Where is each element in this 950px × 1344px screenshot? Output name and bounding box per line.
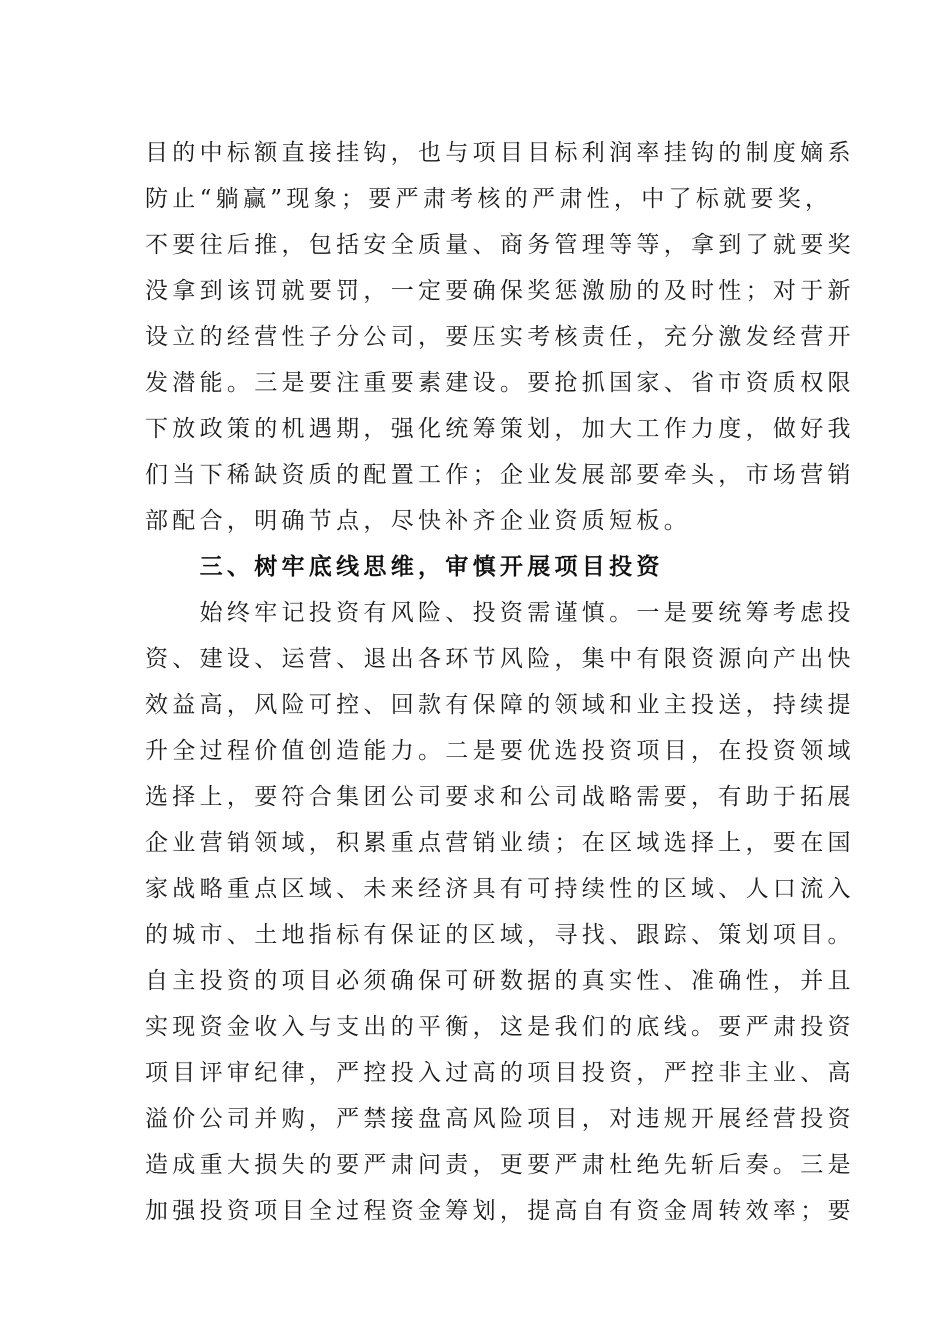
text-line: 升全过程价值创造能力。二是要优选投资项目，在投资领域 [145, 738, 855, 764]
text-line: 造成重大损失的要严肃问责，更要严肃杜绝先斩后奏。三是 [145, 1152, 855, 1178]
text-line: 没拿到该罚就要罚，一定要确保奖惩激励的及时性；对于新 [145, 278, 855, 304]
text-line: 不要往后推，包括安全质量、商务管理等等，拿到了就要奖 [145, 232, 855, 258]
text-line: 发潜能。三是要注重要素建设。要抢抓国家、省市资质权限 [145, 370, 855, 396]
text-line: 溢价公司并购，严禁接盘高风险项目，对违规开展经营投资 [145, 1106, 855, 1132]
text-line: 部配合，明确节点，尽快补齐企业资质短板。 [145, 508, 691, 534]
text-line: 自主投资的项目必须确保可研数据的真实性、准确性，并且 [145, 968, 855, 994]
text-line: 加强投资项目全过程资金筹划，提高自有资金周转效率；要 [145, 1198, 855, 1224]
text-line: 目的中标额直接挂钩，也与项目目标利润率挂钩的制度嫡系 [145, 140, 855, 166]
text-line: 项目评审纪律，严控投入过高的项目投资，严控非主业、高 [145, 1060, 855, 1086]
text-line: 资、建设、运营、退出各环节风险，集中有限资源向产出快 [145, 646, 855, 672]
text-line: 的城市、土地指标有保证的区域，寻找、跟踪、策划项目。 [145, 922, 855, 948]
text-line: 家战略重点区域、未来经济具有可持续性的区域、人口流入 [145, 876, 855, 902]
text-line: 效益高，风险可控、回款有保障的领域和业主投送，持续提 [145, 692, 855, 718]
text-line: 设立的经营性子分公司，要压实考核责任，充分激发经营开 [145, 324, 855, 350]
text-line: 实现资金收入与支出的平衡，这是我们的底线。要严肃投资 [145, 1014, 855, 1040]
text-line: 企业营销领域，积累重点营销业绩；在区域选择上，要在国 [145, 830, 855, 856]
text-line: 选择上，要符合集团公司要求和公司战略需要，有助于拓展 [145, 784, 855, 810]
text-line: 始终牢记投资有风险、投资需谨慎。一是要统筹考虑投 [145, 600, 855, 626]
text-line: 下放政策的机遇期，强化统筹策划，加大工作力度，做好我 [145, 416, 855, 442]
text-line: 防止“躺赢”现象；要严肃考核的严肃性，中了标就要奖， [145, 186, 833, 212]
section-heading: 三、树牢底线思维，审慎开展项目投资 [145, 554, 664, 580]
text-line: 们当下稀缺资质的配置工作；企业发展部要牵头，市场营销 [145, 462, 855, 488]
body-text [145, 130, 855, 1234]
